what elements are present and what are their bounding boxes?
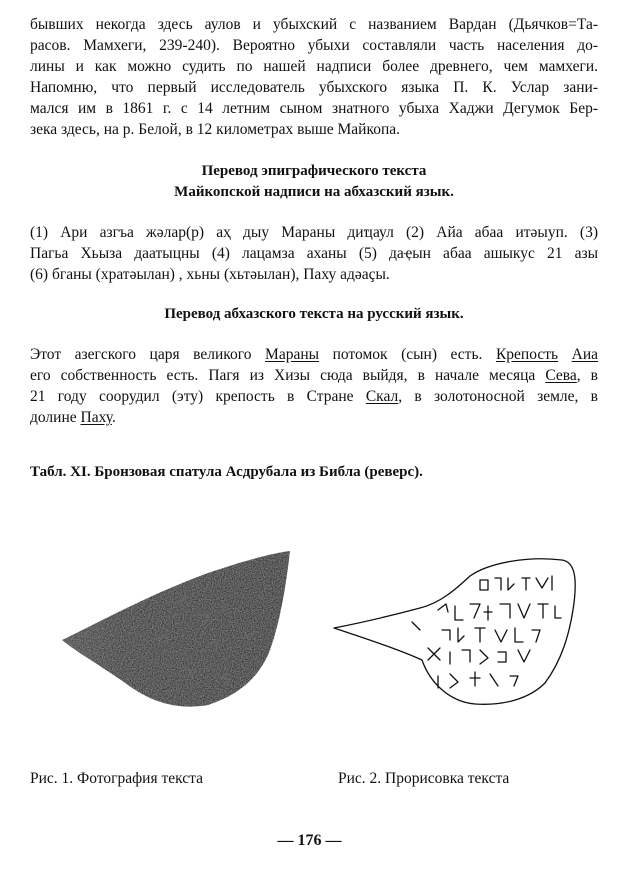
spatula-photo-icon — [58, 545, 298, 715]
heading-translation-abkhaz-line2: Майкопской надписи на абхазский язык. — [174, 184, 454, 200]
heading-translation-russian: Перевод абхазского текста на русский язык. — [164, 306, 464, 322]
underlined-word: Крепость — [495, 346, 559, 363]
page-number: — 176 — — [277, 832, 342, 849]
table-title: Табл. XI. Бронзовая спатула Асдрубала из Библа (реверс). — [30, 464, 423, 480]
intro-paragraph — [30, 14, 598, 140]
underlined-word: Скал — [365, 388, 399, 405]
intro-line: зека здесь, на р. Белой, в 12 километрах выше Майкопа. — [30, 121, 401, 138]
abkhaz-line: (1) Ари азгъа жәлар(р) аҳ дыу Мараны диҵаул (2) Айа абаа итәыуп. (3) — [30, 224, 598, 241]
text-run: . — [111, 409, 116, 426]
russian-line — [30, 365, 598, 386]
text-run: 21 году соорудил (эту) крепость в Стране — [30, 388, 366, 405]
spatula-drawing-icon — [330, 548, 580, 713]
abkhaz-text-paragraph — [30, 222, 598, 285]
russian-line — [30, 386, 598, 407]
intro-line: лины и как можно судить по нашей надписи более древнего, чем мамхеги. — [30, 58, 598, 75]
intro-line: Напомню, что первый исследователь убыхского языка П. К. Услар зани- — [30, 79, 598, 96]
intro-line: расов. Мамхеги, 239-240). Вероятно убыхи составляли часть населения до- — [30, 37, 598, 54]
text-run: долине — [30, 409, 81, 426]
heading-translation-abkhaz-line1: Перевод эпиграфического текста — [201, 163, 427, 179]
russian-line — [30, 407, 598, 428]
text-run: Этот азегского царя великого — [30, 346, 266, 363]
abkhaz-line: Пагьа Хьыза даатыцны (4) лацамза аханы (5) даҿын абаа ашыкус 21 азы — [30, 245, 598, 262]
figure2-caption: Рис. 2. Прорисовка текста — [338, 770, 510, 787]
text-run — [558, 346, 572, 363]
underlined-word: Паху — [80, 409, 112, 426]
text-run: его собственность есть. Пагя из Хизы сюда выйдя, в начале месяца — [30, 367, 546, 384]
text-run: потомок (сын) есть. — [319, 346, 496, 363]
underlined-word: Аиа — [571, 346, 598, 363]
russian-text-paragraph — [30, 344, 598, 428]
underlined-word: Сева — [545, 367, 577, 384]
intro-line: бывших некогда здесь аулов и убыхский с названием Вардан (Дьячков=Та- — [30, 16, 598, 33]
figure1-caption: Рис. 1. Фотография текста — [30, 770, 204, 787]
abkhaz-line: (6) бганы (хратәылан) , хьны (хьтәылан), Паху адәаҫы. — [30, 266, 390, 283]
russian-line — [30, 344, 598, 365]
intro-line: мался им в 1861 г. с 14 летним сыном знатного убыха Хаджи Дегумок Бер- — [30, 100, 598, 117]
text-run: , в — [576, 367, 598, 384]
underlined-word: Мараны — [265, 346, 320, 363]
text-run: , в золотоносной земле, в — [398, 388, 599, 405]
